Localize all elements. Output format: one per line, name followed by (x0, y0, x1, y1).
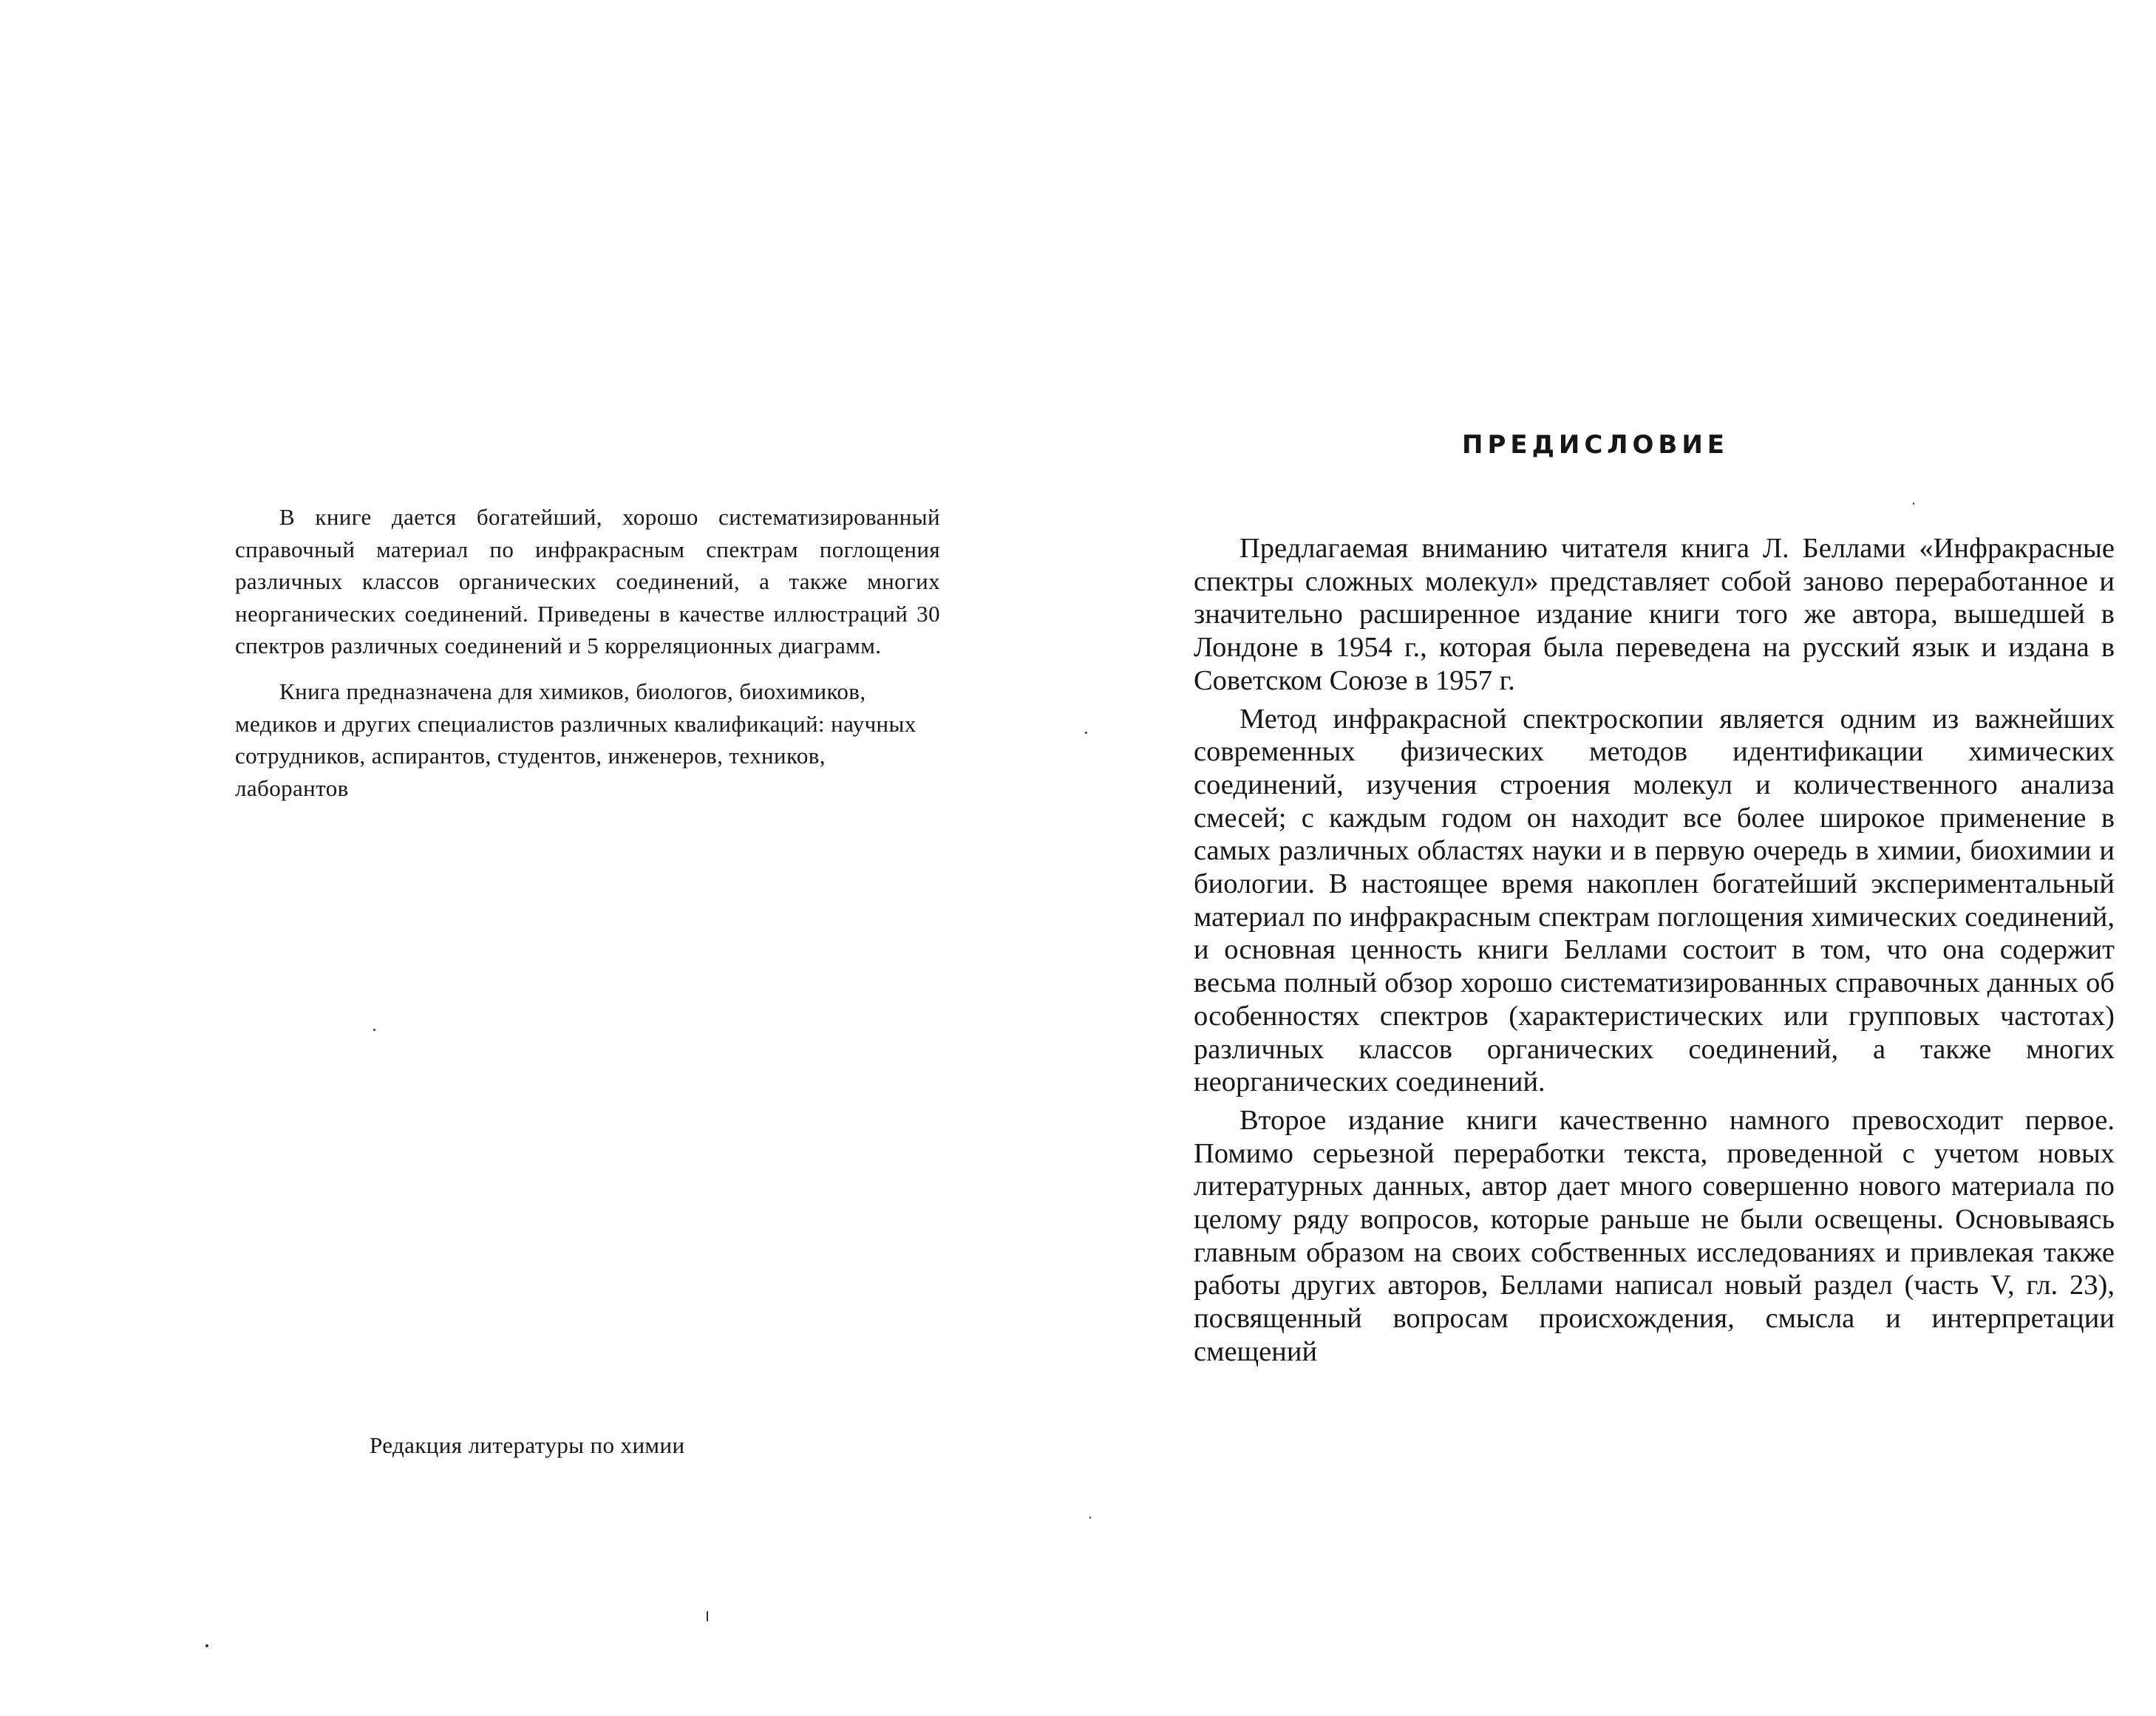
preface-text (1194, 532, 2115, 1369)
scan-speck (1913, 503, 1914, 505)
scan-speck (1089, 1516, 1091, 1519)
book-annotation (235, 501, 940, 804)
scan-speck (1085, 732, 1087, 734)
editorial-imprint: Редакция литературы по химии (370, 1432, 685, 1458)
preface-paragraph-3: Второе издание книги качественно намного превосходит первое. Помимо серьезной переработки текста, проведенной с учетом новых литературных данных, автор дает много совершенно нового материала по целому ряду вопросов, которые раньше не были освещены. Основываясь главным образом на своих собственных исследованиях и привлекая также работы других авторов, Беллами написал новый раздел (часть V, гл. 23), посвященный вопросам происхождения, смысла и интерпретации смещений (1194, 1104, 2115, 1367)
scan-speck (373, 1029, 375, 1031)
preface-paragraph-1: Предлагаемая вниманию читателя книга Л. Беллами «Инфракрасные спектры сложных молекул» представляет собой заново переработанное и значительно расширенное издание книги того же автора, вышедшей в Лондоне в 1954 г., которая была переведена на русский язык и издана в Советском Союзе в 1957 г. (1194, 533, 2115, 696)
scan-speck (707, 1611, 708, 1621)
right-page (1078, 0, 2156, 1716)
scan-speck (205, 1644, 208, 1647)
preface-paragraph-2: Метод инфракрасной спектроскопии является одним из важнейших современных физических методов идентификации химических соединений, изучения строения молекул и количественного анализа смесей; с каждым годом он находит все более широкое применение в самых различных областях науки и в первую очередь в химии, биохимии и биологии. В настоящее время накоплен богатейший экспериментальный материал по инфракрасным спектрам поглощения химических соединений, и основная ценность книги Беллами состоит в том, что она содержит весьма полный обзор хорошо систематизированных справочных данных об особенностях спектров (характеристических или групповых частотах) различных классов органических соединений, а также многих неорганических соединений. (1194, 703, 2115, 1098)
annotation-paragraph-2: Книга предназначена для химиков, биологов, биохимиков, медиков и других специалистов различных квалификаций: научных сотрудников, аспирантов, студентов, инженеров, техников, лаборантов (235, 678, 917, 801)
preface-title: ПРЕДИСЛОВИЕ (1462, 430, 1730, 460)
annotation-paragraph-1: В книге дается богатейший, хорошо систематизированный справочный материал по инфракрасным спектрам поглощения различных классов органических соединений, а также многих неорганических соединений. Приведены в качестве иллюстраций 30 спектров различных соединений и 5 корреляционных диаграмм. (235, 504, 940, 659)
